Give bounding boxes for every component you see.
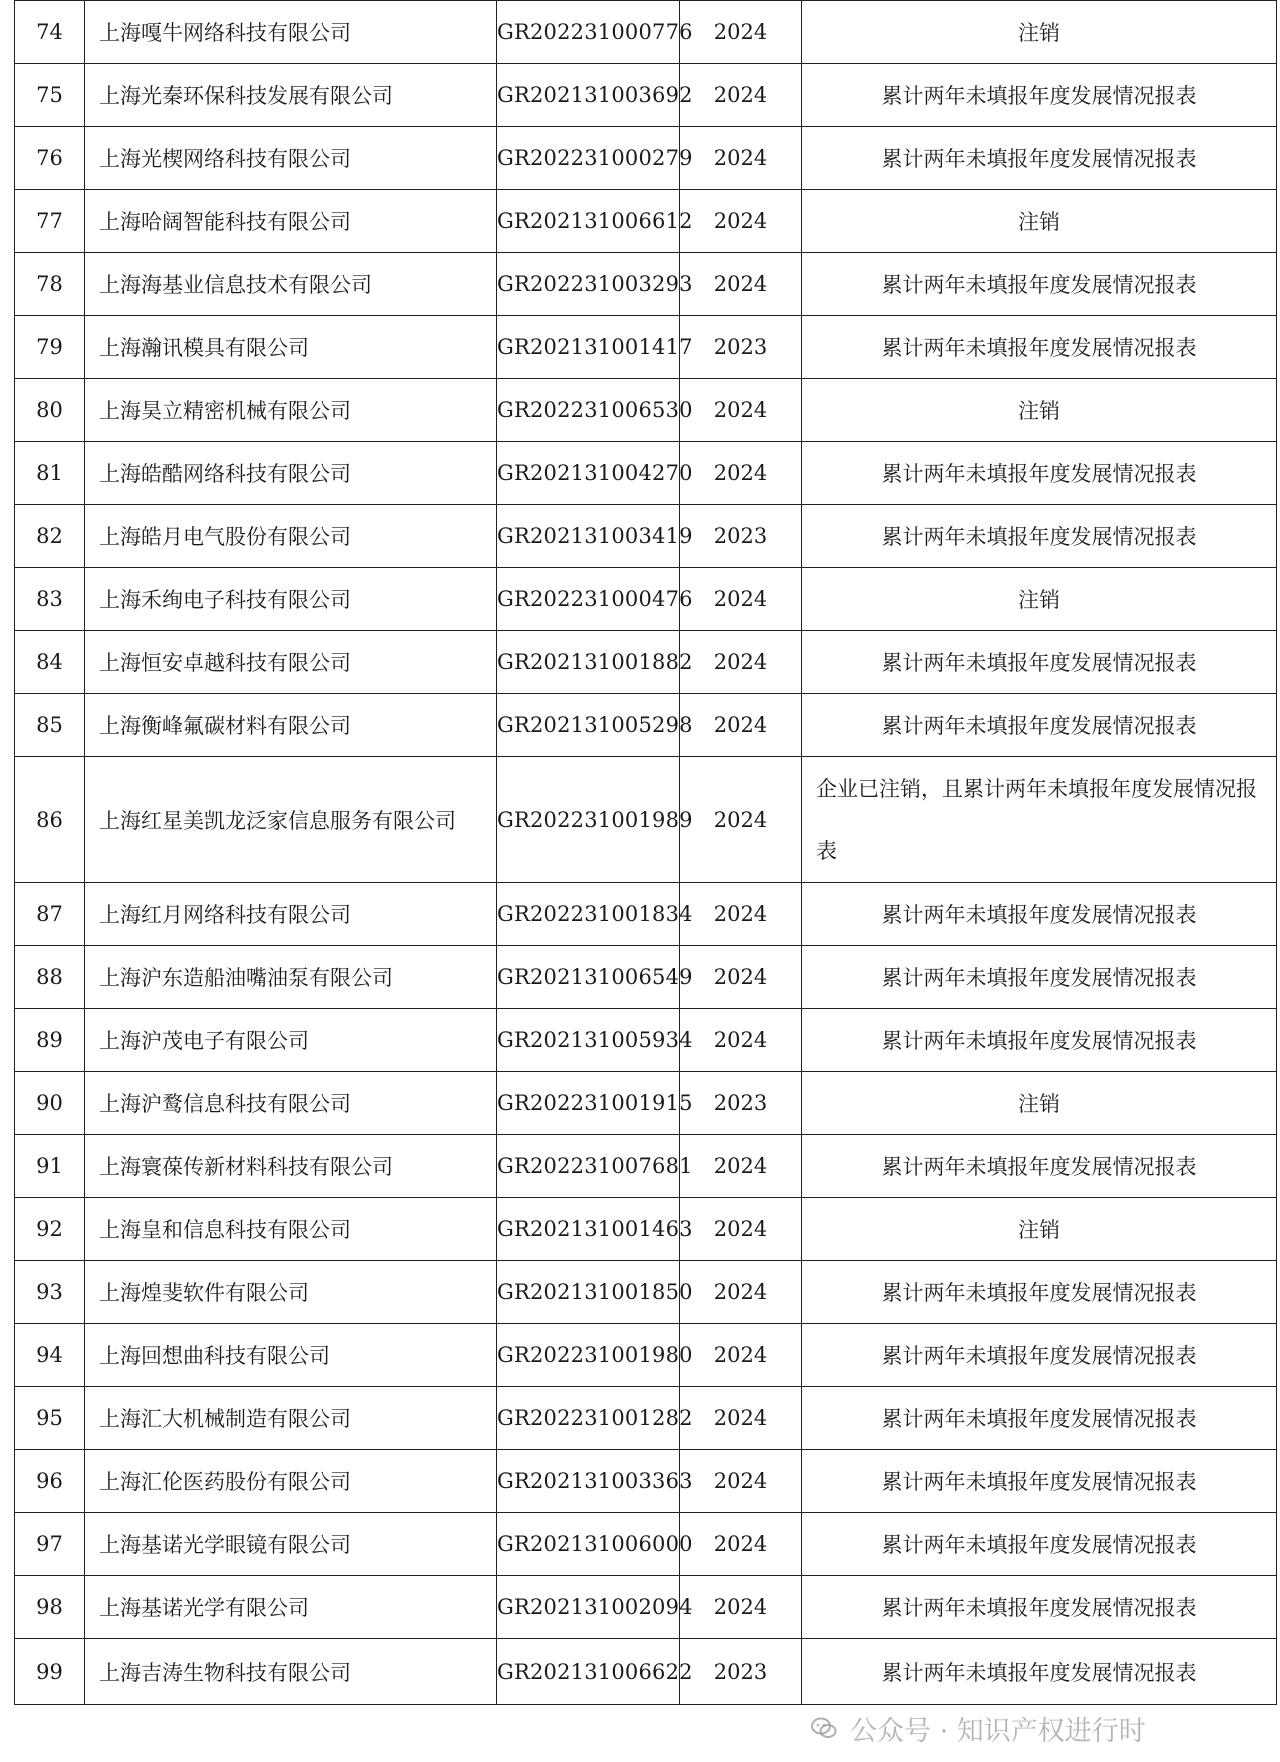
year-cell: 2024	[680, 946, 802, 1009]
reason-cell: 累计两年未填报年度发展情况报表	[802, 1261, 1277, 1324]
row-index-cell: 83	[15, 568, 85, 631]
row-index-cell: 92	[15, 1198, 85, 1261]
reason-cell: 累计两年未填报年度发展情况报表	[802, 694, 1277, 757]
table-row	[15, 1072, 1277, 1135]
certificate-number-cell: GR202131001463	[497, 1198, 680, 1261]
reason-cell: 注销	[802, 568, 1277, 631]
company-name-cell: 上海光楔网络科技有限公司	[85, 127, 497, 190]
year-cell: 2024	[680, 64, 802, 127]
row-index-cell: 77	[15, 190, 85, 253]
table-row	[15, 64, 1277, 127]
company-name-cell: 上海沪鹜信息科技有限公司	[85, 1072, 497, 1135]
reason-cell: 累计两年未填报年度发展情况报表	[802, 631, 1277, 694]
year-cell: 2024	[680, 1450, 802, 1513]
year-cell: 2024	[680, 1261, 802, 1324]
row-index-cell: 85	[15, 694, 85, 757]
row-index-cell: 95	[15, 1387, 85, 1450]
year-cell: 2024	[680, 694, 802, 757]
year-cell: 2024	[680, 568, 802, 631]
row-index-cell: 87	[15, 883, 85, 946]
revocation-table	[14, 0, 1277, 1705]
reason-cell: 注销	[802, 1198, 1277, 1261]
company-name-cell: 上海皇和信息科技有限公司	[85, 1198, 497, 1261]
company-name-cell: 上海红星美凯龙泛家信息服务有限公司	[85, 757, 497, 883]
table-row	[15, 1639, 1277, 1705]
table-row	[15, 1, 1277, 64]
table-row	[15, 505, 1277, 568]
table-row	[15, 379, 1277, 442]
certificate-number-cell: GR202231001980	[497, 1324, 680, 1387]
table-row	[15, 631, 1277, 694]
company-name-cell: 上海衡峰氟碳材料有限公司	[85, 694, 497, 757]
company-name-cell: 上海沪东造船油嘴油泵有限公司	[85, 946, 497, 1009]
reason-cell: 累计两年未填报年度发展情况报表	[802, 1324, 1277, 1387]
certificate-number-cell: GR202131006622	[497, 1639, 680, 1705]
certificate-number-cell: GR202131004270	[497, 442, 680, 505]
table-body	[15, 1, 1277, 1705]
company-name-cell: 上海海基业信息技术有限公司	[85, 253, 497, 316]
reason-cell: 累计两年未填报年度发展情况报表	[802, 253, 1277, 316]
reason-cell: 累计两年未填报年度发展情况报表	[802, 1450, 1277, 1513]
year-cell: 2024	[680, 442, 802, 505]
reason-cell: 累计两年未填报年度发展情况报表	[802, 1639, 1277, 1705]
company-name-cell: 上海吉涛生物科技有限公司	[85, 1639, 497, 1705]
reason-cell: 累计两年未填报年度发展情况报表	[802, 127, 1277, 190]
company-name-cell: 上海哈阔智能科技有限公司	[85, 190, 497, 253]
certificate-number-cell: GR202131006549	[497, 946, 680, 1009]
certificate-number-cell: GR202231000476	[497, 568, 680, 631]
watermark	[810, 1706, 1146, 1750]
row-index-cell: 93	[15, 1261, 85, 1324]
row-index-cell: 94	[15, 1324, 85, 1387]
wechat-icon	[810, 1714, 838, 1742]
company-name-cell: 上海昊立精密机械有限公司	[85, 379, 497, 442]
table-row	[15, 127, 1277, 190]
certificate-number-cell: GR202231000279	[497, 127, 680, 190]
company-name-cell: 上海汇伦医药股份有限公司	[85, 1450, 497, 1513]
certificate-number-cell: GR202131006612	[497, 190, 680, 253]
table-row	[15, 253, 1277, 316]
table-row	[15, 568, 1277, 631]
year-cell: 2024	[680, 190, 802, 253]
certificate-number-cell: GR202131003363	[497, 1450, 680, 1513]
certificate-number-cell: GR202131005298	[497, 694, 680, 757]
certificate-number-cell: GR202131002094	[497, 1576, 680, 1639]
year-cell: 2024	[680, 1198, 802, 1261]
company-name-cell: 上海回想曲科技有限公司	[85, 1324, 497, 1387]
row-index-cell: 78	[15, 253, 85, 316]
table-row	[15, 1387, 1277, 1450]
reason-cell: 累计两年未填报年度发展情况报表	[802, 1513, 1277, 1576]
row-index-cell: 76	[15, 127, 85, 190]
year-cell: 2024	[680, 1576, 802, 1639]
certificate-number-cell: GR202231001915	[497, 1072, 680, 1135]
company-name-cell: 上海恒安卓越科技有限公司	[85, 631, 497, 694]
year-cell: 2024	[680, 757, 802, 883]
table-row	[15, 1009, 1277, 1072]
reason-cell: 累计两年未填报年度发展情况报表	[802, 1009, 1277, 1072]
table-row	[15, 1261, 1277, 1324]
reason-cell: 累计两年未填报年度发展情况报表	[802, 946, 1277, 1009]
table-row	[15, 1450, 1277, 1513]
certificate-number-cell: GR202231001834	[497, 883, 680, 946]
table-row	[15, 1513, 1277, 1576]
reason-cell: 注销	[802, 379, 1277, 442]
table-row	[15, 883, 1277, 946]
year-cell: 2023	[680, 505, 802, 568]
reason-cell: 累计两年未填报年度发展情况报表	[802, 1576, 1277, 1639]
table-row	[15, 1576, 1277, 1639]
reason-cell: 累计两年未填报年度发展情况报表	[802, 442, 1277, 505]
year-cell: 2024	[680, 1009, 802, 1072]
certificate-number-cell: GR202231007681	[497, 1135, 680, 1198]
row-index-cell: 98	[15, 1576, 85, 1639]
reason-cell: 累计两年未填报年度发展情况报表	[802, 1135, 1277, 1198]
table-row	[15, 757, 1277, 883]
row-index-cell: 88	[15, 946, 85, 1009]
certificate-number-cell: GR202131001850	[497, 1261, 680, 1324]
certificate-number-cell: GR202231001989	[497, 757, 680, 883]
certificate-number-cell: GR202231006530	[497, 379, 680, 442]
row-index-cell: 80	[15, 379, 85, 442]
year-cell: 2023	[680, 1639, 802, 1705]
reason-cell: 累计两年未填报年度发展情况报表	[802, 1387, 1277, 1450]
certificate-number-cell: GR202131001417	[497, 316, 680, 379]
company-name-cell: 上海皓月电气股份有限公司	[85, 505, 497, 568]
company-name-cell: 上海瀚讯模具有限公司	[85, 316, 497, 379]
row-index-cell: 90	[15, 1072, 85, 1135]
company-name-cell: 上海汇大机械制造有限公司	[85, 1387, 497, 1450]
row-index-cell: 96	[15, 1450, 85, 1513]
table-row	[15, 1135, 1277, 1198]
company-name-cell: 上海基诺光学眼镜有限公司	[85, 1513, 497, 1576]
company-name-cell: 上海皓酷网络科技有限公司	[85, 442, 497, 505]
row-index-cell: 82	[15, 505, 85, 568]
year-cell: 2024	[680, 127, 802, 190]
certificate-number-cell: GR202231001282	[497, 1387, 680, 1450]
certificate-number-cell: GR202131005934	[497, 1009, 680, 1072]
year-cell: 2024	[680, 253, 802, 316]
reason-cell: 累计两年未填报年度发展情况报表	[802, 64, 1277, 127]
table-row	[15, 1324, 1277, 1387]
company-name-cell: 上海红月网络科技有限公司	[85, 883, 497, 946]
certificate-number-cell: GR202131001882	[497, 631, 680, 694]
row-index-cell: 91	[15, 1135, 85, 1198]
year-cell: 2024	[680, 1513, 802, 1576]
row-index-cell: 74	[15, 1, 85, 64]
row-index-cell: 84	[15, 631, 85, 694]
year-cell: 2024	[680, 1324, 802, 1387]
company-name-cell: 上海光秦环保科技发展有限公司	[85, 64, 497, 127]
company-name-cell: 上海沪茂电子有限公司	[85, 1009, 497, 1072]
table-row	[15, 1198, 1277, 1261]
reason-cell: 注销	[802, 1072, 1277, 1135]
row-index-cell: 99	[15, 1639, 85, 1705]
reason-cell: 企业已注销，且累计两年未填报年度发展情况报表	[802, 757, 1277, 883]
certificate-number-cell: GR202131006000	[497, 1513, 680, 1576]
company-name-cell: 上海基诺光学有限公司	[85, 1576, 497, 1639]
company-name-cell: 上海禾绚电子科技有限公司	[85, 568, 497, 631]
certificate-number-cell: GR202231000776	[497, 1, 680, 64]
row-index-cell: 86	[15, 757, 85, 883]
year-cell: 2024	[680, 1, 802, 64]
year-cell: 2024	[680, 1135, 802, 1198]
watermark-text: 公众号 · 知识产权进行时	[850, 1715, 1146, 1747]
reason-cell: 累计两年未填报年度发展情况报表	[802, 316, 1277, 379]
row-index-cell: 75	[15, 64, 85, 127]
year-cell: 2023	[680, 316, 802, 379]
company-name-cell: 上海嘎牛网络科技有限公司	[85, 1, 497, 64]
company-name-cell: 上海寰葆传新材料科技有限公司	[85, 1135, 497, 1198]
table-row	[15, 316, 1277, 379]
reason-cell: 注销	[802, 1, 1277, 64]
table-row	[15, 442, 1277, 505]
year-cell: 2024	[680, 631, 802, 694]
table-row	[15, 190, 1277, 253]
reason-cell: 累计两年未填报年度发展情况报表	[802, 883, 1277, 946]
certificate-number-cell: GR202231003293	[497, 253, 680, 316]
year-cell: 2023	[680, 1072, 802, 1135]
certificate-number-cell: GR202131003692	[497, 64, 680, 127]
row-index-cell: 89	[15, 1009, 85, 1072]
certificate-number-cell: GR202131003419	[497, 505, 680, 568]
row-index-cell: 79	[15, 316, 85, 379]
reason-cell: 注销	[802, 190, 1277, 253]
table-row	[15, 694, 1277, 757]
company-name-cell: 上海煌斐软件有限公司	[85, 1261, 497, 1324]
reason-cell: 累计两年未填报年度发展情况报表	[802, 505, 1277, 568]
year-cell: 2024	[680, 1387, 802, 1450]
row-index-cell: 81	[15, 442, 85, 505]
year-cell: 2024	[680, 379, 802, 442]
row-index-cell: 97	[15, 1513, 85, 1576]
year-cell: 2024	[680, 883, 802, 946]
table-row	[15, 946, 1277, 1009]
